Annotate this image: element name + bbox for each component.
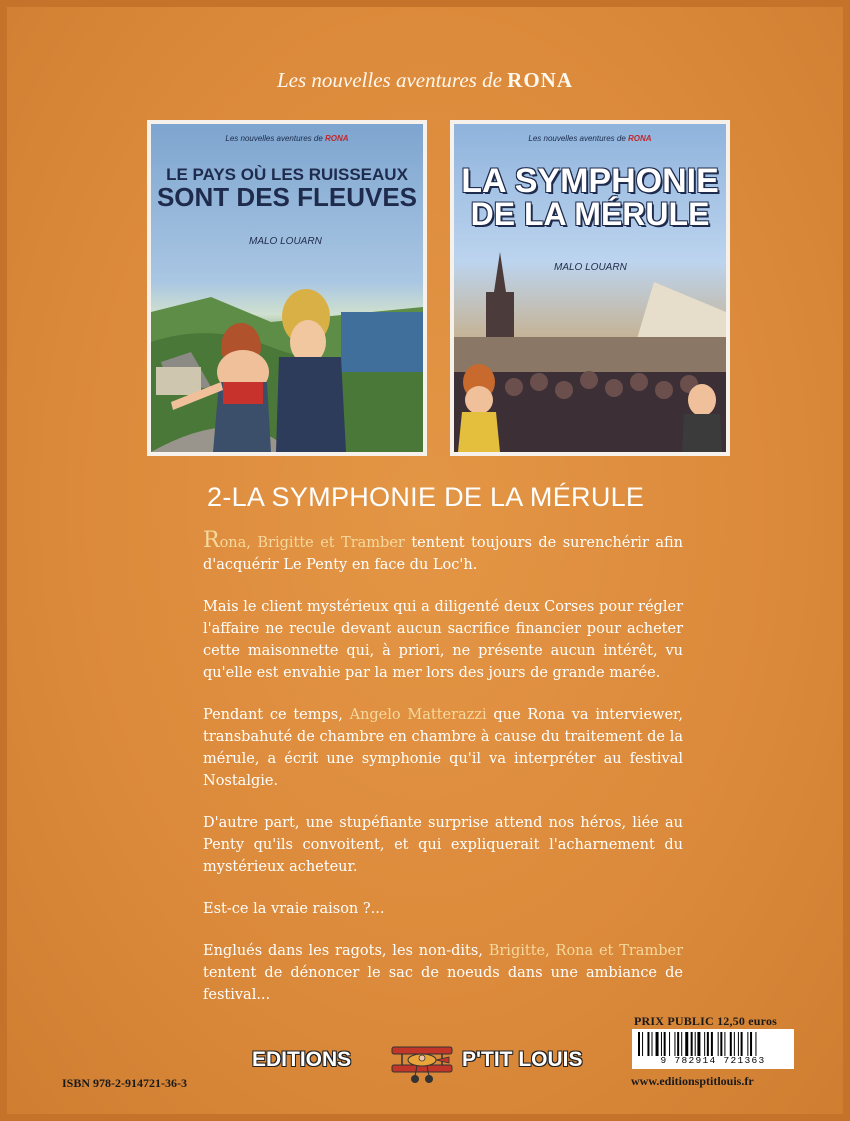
cover-series-label [454, 134, 726, 143]
publisher-word-ptit-louis: P'TIT LOUIS [462, 1048, 583, 1071]
highlighted-names: Angelo Matterazzi [349, 707, 487, 723]
cover-title-line1: LE PAYS OÙ LES RUISSEAUX [166, 165, 408, 184]
drop-cap: R [203, 528, 220, 553]
series-prefix: Les nouvelles aventures de [276, 68, 502, 92]
publisher-website: www.editionsptitlouis.fr [631, 1074, 754, 1088]
synopsis-paragraph-3 [203, 704, 683, 792]
series-name: RONA [507, 68, 573, 92]
cover-author: MALO LOUARN [554, 262, 627, 273]
paragraph-text: Pendant ce temps, [203, 707, 350, 723]
biplane-icon [387, 1039, 457, 1089]
cover-series-prefix: Les nouvelles aventures de [528, 134, 626, 143]
paragraph-text: que Rona va interviewer, transbahuté de chambre en chambre à cause du traitement de la mérule, a écrit une symphonie qu'il va interpréter au festival Nostalgie. [203, 707, 683, 789]
paragraph-text: tentent toujours de surenchérir afin d'acquérir Le Penty en face du Loc'h. [203, 535, 683, 573]
paragraph-text: Englués dans les ragots, les non-dits, [203, 943, 489, 959]
cover-series-label [151, 134, 423, 143]
cover-thumbnail-volume-2 [450, 120, 730, 456]
cover-title-line2: SONT DES FLEUVES [156, 181, 418, 212]
synopsis-paragraph-4: D'autre part, une stupéfiante surprise attend nos héros, liée au Penty qu'ils convoitent, et qui expliquerait l'acharnement du mystérieux acheteur. [203, 815, 683, 875]
cover-series-name: RONA [325, 134, 349, 143]
synopsis-paragraph-5: Est-ce la vraie raison ?... [203, 901, 385, 917]
cover-thumbnail-volume-1 [147, 120, 427, 456]
price-label: PRIX PUBLIC 12,50 euros [634, 1014, 778, 1028]
volume-heading: 2-LA SYMPHONIE DE LA MÉRULE [207, 482, 645, 512]
cover-illustration [454, 252, 726, 452]
synopsis [203, 530, 683, 1026]
barcode-digits: 9 782914 721363 [660, 1055, 766, 1066]
cover-title [454, 164, 726, 230]
publisher-logo [252, 1039, 597, 1089]
cover-series-prefix: Les nouvelles aventures de [225, 134, 323, 143]
highlighted-names: Brigitte, Rona et Tramber [488, 943, 683, 959]
isbn-label: ISBN 978-2-914721-36-3 [62, 1076, 187, 1090]
cover-title-line2: DE LA MÉRULE [470, 196, 710, 232]
synopsis-paragraph-2: Mais le client mystérieux qui a diligenté deux Corses pour régler l'affaire ne recule devant aucun sacrifice financier pour acheter cette maisonnette qui, à priori, ne présente aucun intérêt, vu qu'elle est envahie par la mer lors des jours de grande marée. [203, 599, 683, 681]
barcode-bars [636, 1032, 790, 1056]
highlighted-names: ona, Brigitte et Tramber [219, 535, 405, 551]
synopsis-paragraph-6 [203, 940, 683, 1006]
cover-author: MALO LOUARN [249, 236, 322, 247]
synopsis-paragraph-1 [203, 530, 683, 576]
series-line [0, 68, 850, 93]
barcode [632, 1029, 794, 1069]
cover-illustration [151, 252, 423, 452]
paragraph-text: tentent de dénoncer le sac de noeuds dans une ambiance de festival... [203, 965, 683, 1003]
cover-title-line1: LA SYMPHONIE [461, 162, 719, 200]
cover-title [151, 166, 423, 211]
cover-series-name: RONA [628, 134, 652, 143]
publisher-word-editions: EDITIONS [252, 1048, 352, 1071]
